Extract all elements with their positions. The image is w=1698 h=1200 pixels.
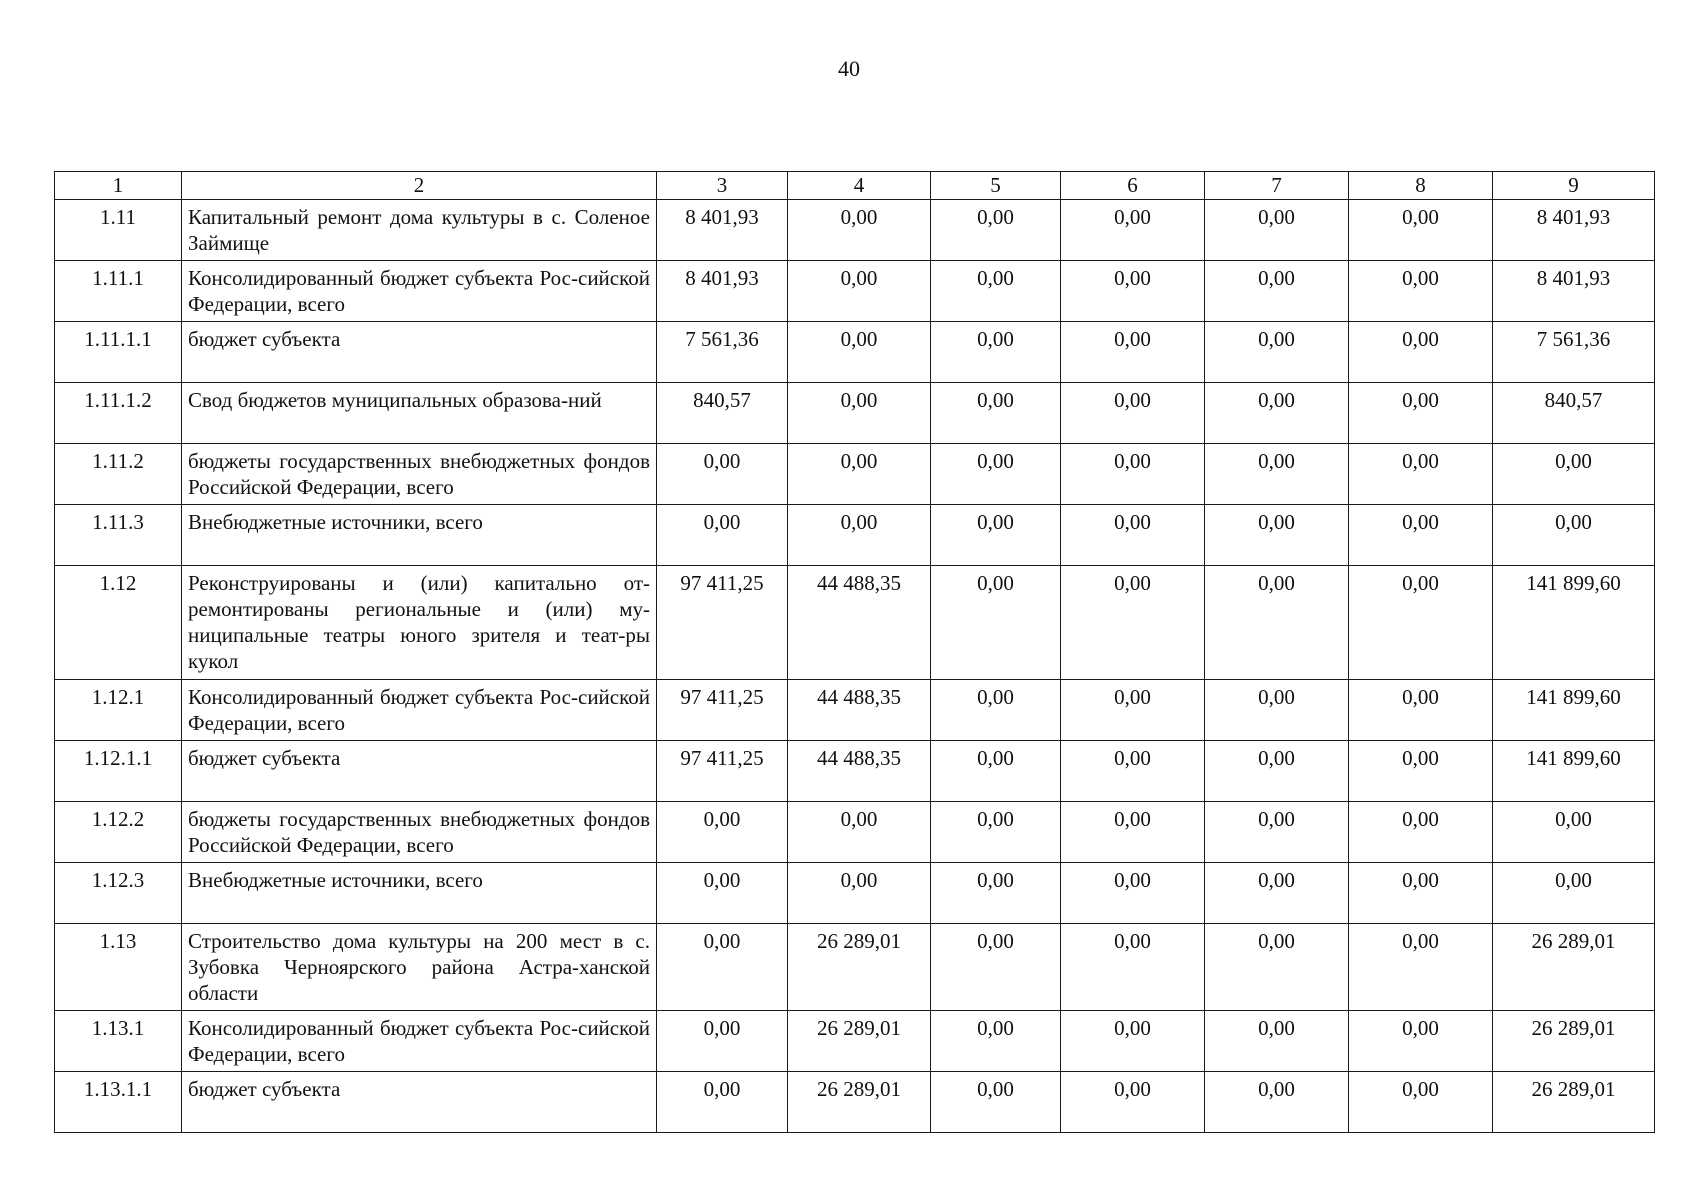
value-cell: 0,00 bbox=[931, 566, 1061, 680]
value-cell: 0,00 bbox=[1205, 1072, 1349, 1133]
table-row bbox=[55, 383, 1655, 444]
value-cell: 0,00 bbox=[1349, 200, 1493, 261]
value-cell: 0,00 bbox=[1205, 802, 1349, 863]
value-cell: 0,00 bbox=[931, 1011, 1061, 1072]
row-code: 1.12.3 bbox=[55, 863, 182, 924]
row-code: 1.12 bbox=[55, 566, 182, 680]
header-cell: 2 bbox=[182, 172, 657, 200]
value-cell: 0,00 bbox=[1349, 505, 1493, 566]
value-cell: 0,00 bbox=[1349, 261, 1493, 322]
row-code: 1.11.1 bbox=[55, 261, 182, 322]
value-cell: 0,00 bbox=[1493, 444, 1655, 505]
value-cell: 26 289,01 bbox=[788, 924, 931, 1011]
value-cell: 0,00 bbox=[1349, 322, 1493, 383]
value-cell: 8 401,93 bbox=[657, 200, 788, 261]
header-row bbox=[55, 172, 1655, 200]
value-cell: 0,00 bbox=[931, 863, 1061, 924]
value-cell: 0,00 bbox=[788, 322, 931, 383]
header-cell: 3 bbox=[657, 172, 788, 200]
value-cell: 97 411,25 bbox=[657, 566, 788, 680]
header-cell: 6 bbox=[1061, 172, 1205, 200]
value-cell: 26 289,01 bbox=[1493, 1011, 1655, 1072]
value-cell: 0,00 bbox=[1061, 505, 1205, 566]
value-cell: 0,00 bbox=[1349, 863, 1493, 924]
value-cell: 0,00 bbox=[788, 505, 931, 566]
table-row bbox=[55, 863, 1655, 924]
value-cell: 0,00 bbox=[1349, 566, 1493, 680]
table-row bbox=[55, 261, 1655, 322]
value-cell: 0,00 bbox=[931, 741, 1061, 802]
value-cell: 0,00 bbox=[1061, 566, 1205, 680]
value-cell: 0,00 bbox=[1205, 505, 1349, 566]
value-cell: 44 488,35 bbox=[788, 680, 931, 741]
value-cell: 0,00 bbox=[1349, 924, 1493, 1011]
value-cell: 97 411,25 bbox=[657, 741, 788, 802]
value-cell: 0,00 bbox=[1205, 261, 1349, 322]
value-cell: 0,00 bbox=[1349, 680, 1493, 741]
value-cell: 0,00 bbox=[931, 200, 1061, 261]
value-cell: 0,00 bbox=[931, 680, 1061, 741]
header-cell: 5 bbox=[931, 172, 1061, 200]
value-cell: 0,00 bbox=[1349, 444, 1493, 505]
value-cell: 0,00 bbox=[1205, 741, 1349, 802]
value-cell: 0,00 bbox=[931, 383, 1061, 444]
row-code: 1.11.3 bbox=[55, 505, 182, 566]
value-cell: 0,00 bbox=[1205, 566, 1349, 680]
header-cell: 1 bbox=[55, 172, 182, 200]
value-cell: 0,00 bbox=[1349, 1011, 1493, 1072]
row-code: 1.12.1 bbox=[55, 680, 182, 741]
header-cell: 8 bbox=[1349, 172, 1493, 200]
value-cell: 0,00 bbox=[1205, 200, 1349, 261]
value-cell: 0,00 bbox=[1061, 322, 1205, 383]
value-cell: 840,57 bbox=[657, 383, 788, 444]
row-name: бюджет субъекта bbox=[182, 1072, 657, 1133]
table-row bbox=[55, 924, 1655, 1011]
table-row bbox=[55, 741, 1655, 802]
value-cell: 0,00 bbox=[788, 383, 931, 444]
row-name: Реконструированы и (или) капитально от-ремонтированы региональные и (или) му-ниципальные театры юного зрителя и теат-ры кукол bbox=[182, 566, 657, 680]
table-row bbox=[55, 1011, 1655, 1072]
row-name: Свод бюджетов муниципальных образова-ний bbox=[182, 383, 657, 444]
value-cell: 0,00 bbox=[657, 444, 788, 505]
value-cell: 0,00 bbox=[657, 924, 788, 1011]
value-cell: 0,00 bbox=[931, 1072, 1061, 1133]
row-name: Капитальный ремонт дома культуры в с. Соленое Займище bbox=[182, 200, 657, 261]
value-cell: 0,00 bbox=[1205, 863, 1349, 924]
value-cell: 0,00 bbox=[1349, 383, 1493, 444]
value-cell: 0,00 bbox=[788, 261, 931, 322]
value-cell: 0,00 bbox=[1205, 383, 1349, 444]
value-cell: 0,00 bbox=[931, 924, 1061, 1011]
row-name: Консолидированный бюджет субъекта Рос-сийской Федерации, всего bbox=[182, 680, 657, 741]
row-name: бюджеты государственных внебюджетных фондов Российской Федерации, всего bbox=[182, 444, 657, 505]
value-cell: 8 401,93 bbox=[657, 261, 788, 322]
value-cell: 0,00 bbox=[1349, 1072, 1493, 1133]
value-cell: 0,00 bbox=[1493, 863, 1655, 924]
row-name: бюджет субъекта bbox=[182, 741, 657, 802]
table-body bbox=[55, 200, 1655, 1133]
value-cell: 0,00 bbox=[788, 802, 931, 863]
value-cell: 0,00 bbox=[1349, 802, 1493, 863]
value-cell: 0,00 bbox=[931, 505, 1061, 566]
value-cell: 0,00 bbox=[1061, 444, 1205, 505]
value-cell: 141 899,60 bbox=[1493, 680, 1655, 741]
value-cell: 0,00 bbox=[657, 505, 788, 566]
value-cell: 97 411,25 bbox=[657, 680, 788, 741]
row-code: 1.11.1.2 bbox=[55, 383, 182, 444]
value-cell: 8 401,93 bbox=[1493, 200, 1655, 261]
value-cell: 44 488,35 bbox=[788, 741, 931, 802]
table-row bbox=[55, 322, 1655, 383]
value-cell: 0,00 bbox=[657, 1011, 788, 1072]
value-cell: 141 899,60 bbox=[1493, 566, 1655, 680]
row-name: бюджеты государственных внебюджетных фондов Российской Федерации, всего bbox=[182, 802, 657, 863]
value-cell: 0,00 bbox=[1205, 1011, 1349, 1072]
value-cell: 141 899,60 bbox=[1493, 741, 1655, 802]
table-row bbox=[55, 444, 1655, 505]
header-cell: 7 bbox=[1205, 172, 1349, 200]
value-cell: 0,00 bbox=[1061, 1011, 1205, 1072]
row-code: 1.11.1.1 bbox=[55, 322, 182, 383]
row-name: Внебюджетные источники, всего bbox=[182, 505, 657, 566]
value-cell: 0,00 bbox=[1493, 802, 1655, 863]
table-header bbox=[55, 172, 1655, 200]
value-cell: 0,00 bbox=[788, 444, 931, 505]
value-cell: 0,00 bbox=[1205, 444, 1349, 505]
row-name: бюджет субъекта bbox=[182, 322, 657, 383]
value-cell: 0,00 bbox=[1061, 680, 1205, 741]
value-cell: 44 488,35 bbox=[788, 566, 931, 680]
page-number: 40 bbox=[838, 56, 860, 81]
row-name: Внебюджетные источники, всего bbox=[182, 863, 657, 924]
budget-table bbox=[54, 171, 1655, 1133]
value-cell: 26 289,01 bbox=[788, 1072, 931, 1133]
value-cell: 26 289,01 bbox=[1493, 924, 1655, 1011]
row-code: 1.11.2 bbox=[55, 444, 182, 505]
row-code: 1.11 bbox=[55, 200, 182, 261]
table-row bbox=[55, 200, 1655, 261]
header-cell: 4 bbox=[788, 172, 931, 200]
value-cell: 0,00 bbox=[1061, 741, 1205, 802]
value-cell: 0,00 bbox=[1061, 383, 1205, 444]
header-cell: 9 bbox=[1493, 172, 1655, 200]
table-row bbox=[55, 680, 1655, 741]
value-cell: 0,00 bbox=[1061, 863, 1205, 924]
value-cell: 0,00 bbox=[657, 802, 788, 863]
table-row bbox=[55, 802, 1655, 863]
value-cell: 7 561,36 bbox=[1493, 322, 1655, 383]
value-cell: 0,00 bbox=[788, 200, 931, 261]
row-code: 1.13.1 bbox=[55, 1011, 182, 1072]
row-code: 1.12.2 bbox=[55, 802, 182, 863]
value-cell: 0,00 bbox=[1061, 802, 1205, 863]
value-cell: 0,00 bbox=[1061, 200, 1205, 261]
value-cell: 0,00 bbox=[931, 444, 1061, 505]
row-code: 1.13 bbox=[55, 924, 182, 1011]
value-cell: 0,00 bbox=[788, 863, 931, 924]
value-cell: 0,00 bbox=[931, 322, 1061, 383]
value-cell: 7 561,36 bbox=[657, 322, 788, 383]
value-cell: 0,00 bbox=[1205, 322, 1349, 383]
value-cell: 0,00 bbox=[931, 802, 1061, 863]
value-cell: 0,00 bbox=[1205, 680, 1349, 741]
value-cell: 26 289,01 bbox=[788, 1011, 931, 1072]
row-name: Консолидированный бюджет субъекта Рос-сийской Федерации, всего bbox=[182, 1011, 657, 1072]
value-cell: 840,57 bbox=[1493, 383, 1655, 444]
value-cell: 0,00 bbox=[1061, 261, 1205, 322]
value-cell: 0,00 bbox=[1493, 505, 1655, 566]
value-cell: 0,00 bbox=[1061, 1072, 1205, 1133]
table-row bbox=[55, 566, 1655, 680]
value-cell: 0,00 bbox=[657, 863, 788, 924]
value-cell: 0,00 bbox=[1205, 924, 1349, 1011]
row-name: Строительство дома культуры на 200 мест в с. Зубовка Черноярского района Астра-ханской области bbox=[182, 924, 657, 1011]
value-cell: 8 401,93 bbox=[1493, 261, 1655, 322]
table-row bbox=[55, 505, 1655, 566]
value-cell: 26 289,01 bbox=[1493, 1072, 1655, 1133]
value-cell: 0,00 bbox=[1061, 924, 1205, 1011]
row-code: 1.12.1.1 bbox=[55, 741, 182, 802]
row-code: 1.13.1.1 bbox=[55, 1072, 182, 1133]
value-cell: 0,00 bbox=[931, 261, 1061, 322]
value-cell: 0,00 bbox=[1349, 741, 1493, 802]
row-name: Консолидированный бюджет субъекта Рос-сийской Федерации, всего bbox=[182, 261, 657, 322]
table-row bbox=[55, 1072, 1655, 1133]
value-cell: 0,00 bbox=[657, 1072, 788, 1133]
